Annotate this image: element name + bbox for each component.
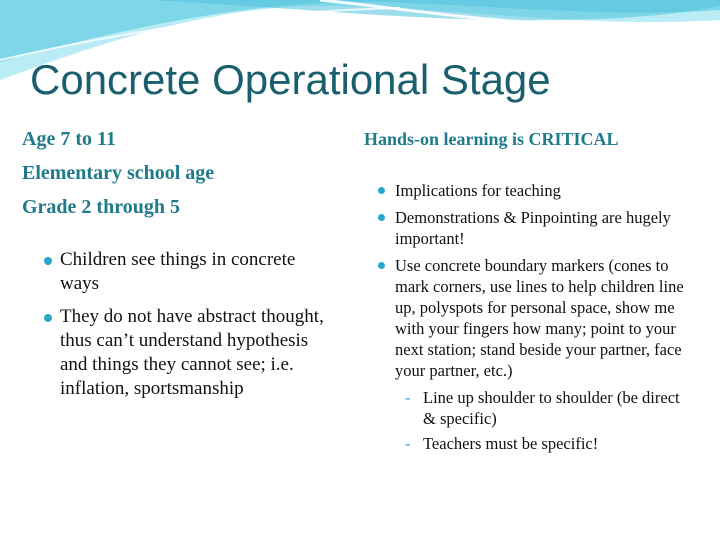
left-bullet-list	[44, 248, 329, 410]
right-bullet-text: Demonstrations & Pinpointing are hugely important!	[395, 208, 671, 248]
sub-bullet-text: Line up shoulder to shoulder (be direct & specific)	[423, 388, 680, 428]
left-headings	[22, 126, 332, 228]
age-range-heading: Age 7 to 11	[22, 128, 116, 150]
sub-bullet-item	[395, 433, 693, 454]
right-bullet-text: Use concrete boundary markers (cones to mark corners, use lines to help children line up, polyspots for personal space, show me with your fingers how many; point to your next station; stand beside your partner, face your partner, etc.)	[395, 256, 684, 380]
right-bullet-item	[378, 207, 693, 249]
bullet-dot-icon	[44, 314, 52, 322]
bullet-dot-icon	[378, 262, 385, 269]
dash-bullet-icon: -	[405, 388, 411, 407]
sub-bullet-text: Teachers must be specific!	[423, 434, 599, 453]
bullet-dot-icon	[378, 214, 385, 221]
sub-bullet-item	[395, 387, 693, 429]
left-bullet-item	[44, 248, 329, 296]
school-age-heading: Elementary school age	[22, 162, 215, 184]
dash-bullet-icon: -	[405, 434, 411, 453]
bullet-dot-icon	[378, 187, 385, 194]
right-heading: Hands-on learning is CRITICAL	[364, 129, 619, 149]
grade-range-heading: Grade 2 through 5	[22, 196, 180, 218]
slide-title: Concrete Operational Stage	[30, 56, 551, 103]
right-bullet-list	[378, 180, 693, 460]
bullet-dot-icon	[44, 257, 52, 265]
right-bullet-item	[378, 255, 693, 454]
right-bullet-text: Implications for teaching	[395, 181, 561, 200]
left-bullet-text: Children see things in concrete ways	[60, 249, 296, 294]
sub-bullet-list	[395, 387, 693, 454]
left-bullet-item	[44, 305, 329, 401]
right-bullet-item	[378, 180, 693, 201]
left-bullet-text: They do not have abstract thought, thus can’t understand hypothesis and things they cannot see; i.e. inflation, sportsmanship	[60, 306, 324, 399]
